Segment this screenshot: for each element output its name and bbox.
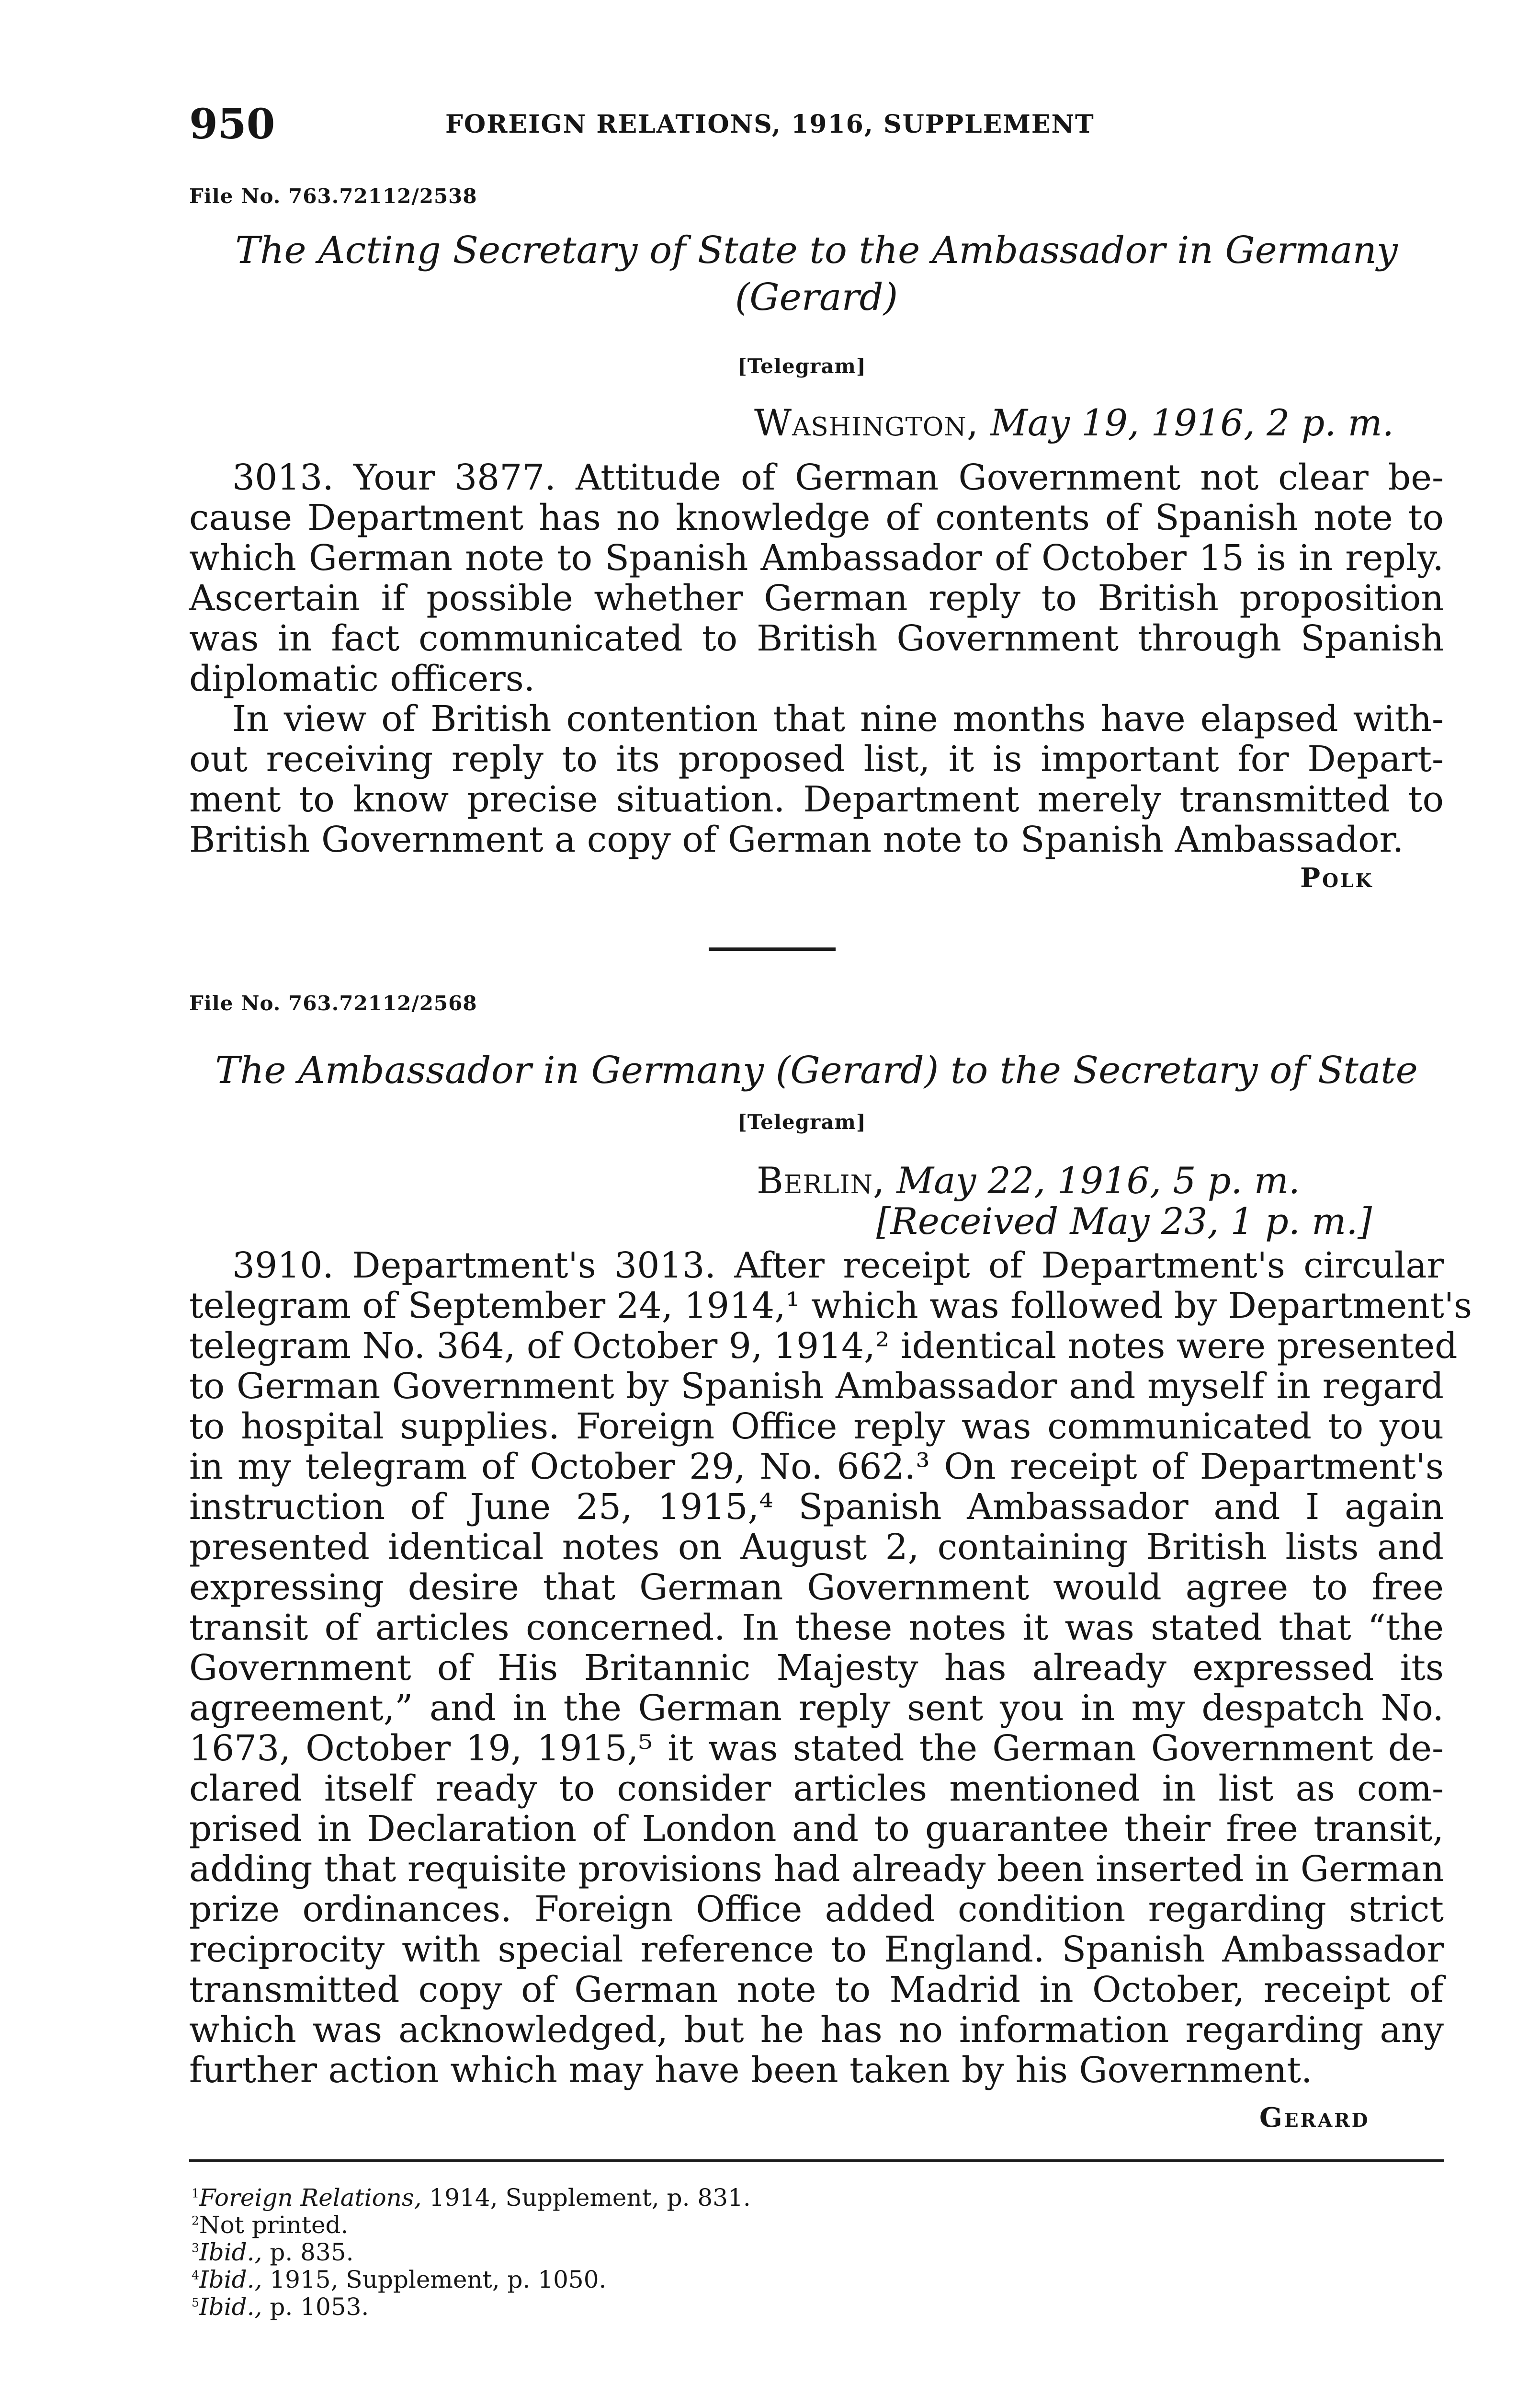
footnote-mark: 3 <box>192 2241 199 2255</box>
footnote-mark: 2 <box>192 2213 199 2228</box>
dateline <box>754 401 1394 444</box>
text-line: Government of His Britannic Majesty has already expressed its <box>189 1647 1444 1688</box>
footnote-mark: 1 <box>192 2186 199 2201</box>
footnote-text: Not printed. <box>199 2211 349 2239</box>
dateline-date: May 19, 1916, 2 p. m. <box>990 401 1394 444</box>
footnote <box>192 2293 751 2321</box>
text-line: was in fact communicated to British Government through Spanish <box>189 618 1444 659</box>
text-line: telegram No. 364, of October 9, 1914,² identical notes were presented <box>189 1325 1458 1367</box>
text-line: instruction of June 25, 1915,⁴ Spanish Ambassador and I again <box>189 1486 1444 1528</box>
text-line: adding that requisite provisions had already been inserted in German <box>189 1848 1445 1890</box>
text-line: in my telegram of October 29, No. 662.³ On receipt of Department's <box>189 1446 1444 1487</box>
text-line: telegram of September 24, 1914,¹ which was followed by Department's <box>189 1285 1472 1326</box>
running-head <box>189 91 1444 158</box>
footnote-text: p. 835. <box>262 2238 354 2266</box>
text-line: prised in Declaration of London and to guarantee their free transit, <box>189 1808 1444 1849</box>
text-line: 3910. Department's 3013. After receipt of Department's circular <box>232 1245 1444 1286</box>
footnote-mark: 4 <box>192 2268 199 2282</box>
text-line: further action which may have been taken by his Government. <box>189 2050 1313 2091</box>
text-line: In view of British contention that nine months have elapsed with- <box>232 698 1444 740</box>
footnote <box>192 2184 751 2212</box>
text-line: expressing desire that German Government would agree to free <box>189 1567 1444 1608</box>
text-line: ment to know precise situation. Department merely transmitted to <box>189 779 1444 820</box>
footnote-ref: Ibid., <box>199 2238 262 2266</box>
text-line: clared itself ready to consider articles mentioned in list as com- <box>189 1768 1444 1809</box>
text-line: transit of articles concerned. In these notes it was stated that “the <box>189 1607 1444 1648</box>
text-line: to German Government by Spanish Ambassador and myself in regard <box>189 1366 1444 1407</box>
dateline <box>757 1159 1300 1202</box>
footnotes <box>192 2184 751 2321</box>
text-line: agreement,” and in the German reply sent you in my despatch No. <box>189 1688 1444 1729</box>
document-title: The Acting Secretary of State to the Ambassador in Germany <box>235 229 1398 272</box>
footnote <box>192 2212 751 2239</box>
text-line: cause Department has no knowledge of contents of Spanish note to <box>189 497 1444 538</box>
footnote-text: p. 1053. <box>262 2293 369 2321</box>
telegram-body <box>189 457 1444 860</box>
footnote-text: 1915, Supplement, p. 1050. <box>262 2266 607 2293</box>
text-line: prize ordinances. Foreign Office added condition regarding strict <box>189 1889 1444 1930</box>
text-line: British Government a copy of German note to Spanish Ambassador. <box>189 819 1404 860</box>
footnote-ref: Ibid., <box>199 2266 262 2293</box>
text-line: diplomatic officers. <box>189 658 535 699</box>
footnote <box>192 2266 751 2293</box>
footnote <box>192 2239 751 2266</box>
telegram-label: [Telegram] <box>737 1110 866 1134</box>
footnote-rule <box>189 2159 1444 2162</box>
text-line: out receiving reply to its proposed list, it is important for Depart- <box>189 739 1444 780</box>
file-number: File No. 763.72112/2568 <box>189 992 477 1015</box>
text-line: transmitted copy of German note to Madrid in October, receipt of <box>189 1969 1444 2010</box>
text-line: to hospital supplies. Foreign Office reply was communicated to you <box>189 1406 1444 1447</box>
text-line: Ascertain if possible whether German reply to British proposition <box>189 578 1444 619</box>
text-line: which was acknowledged, but he has no information regarding any <box>189 2009 1444 2051</box>
section-divider <box>709 947 836 951</box>
text-line: presented identical notes on August 2, containing British lists and <box>189 1527 1444 1568</box>
text-line: which German note to Spanish Ambassador of October 15 is in reply. <box>189 537 1444 579</box>
footnote-ref: Ibid., <box>199 2293 262 2321</box>
page-number: 950 <box>189 100 275 148</box>
text-line: 1673, October 19, 1915,⁵ it was stated the German Government de- <box>189 1728 1444 1769</box>
document-title-addressee: (Gerard) <box>735 276 898 319</box>
document-title: The Ambassador in Germany (Gerard) to the Secretary of State <box>215 1049 1418 1092</box>
received-date: [Received May 23, 1 p. m.] <box>876 1200 1372 1243</box>
dateline-place: Washington, <box>754 401 979 444</box>
signature: Polk <box>1300 862 1374 894</box>
telegram-label: [Telegram] <box>737 354 866 378</box>
text-line: reciprocity with special reference to England. Spanish Ambassador <box>189 1929 1444 1970</box>
dateline-place: Berlin, <box>757 1159 885 1202</box>
file-number: File No. 763.72112/2538 <box>189 184 477 208</box>
telegram-body <box>189 1245 1472 2091</box>
signature: Gerard <box>1259 2102 1370 2133</box>
dateline-date: May 22, 1916, 5 p. m. <box>896 1159 1300 1202</box>
footnote-ref: Foreign Relations, <box>199 2184 422 2212</box>
footnote-mark: 5 <box>192 2295 199 2310</box>
footnote-text: 1914, Supplement, p. 831. <box>421 2184 751 2212</box>
running-title: FOREIGN RELATIONS, 1916, SUPPLEMENT <box>445 110 1095 139</box>
text-line: 3013. Your 3877. Attitude of German Government not clear be- <box>232 457 1444 498</box>
